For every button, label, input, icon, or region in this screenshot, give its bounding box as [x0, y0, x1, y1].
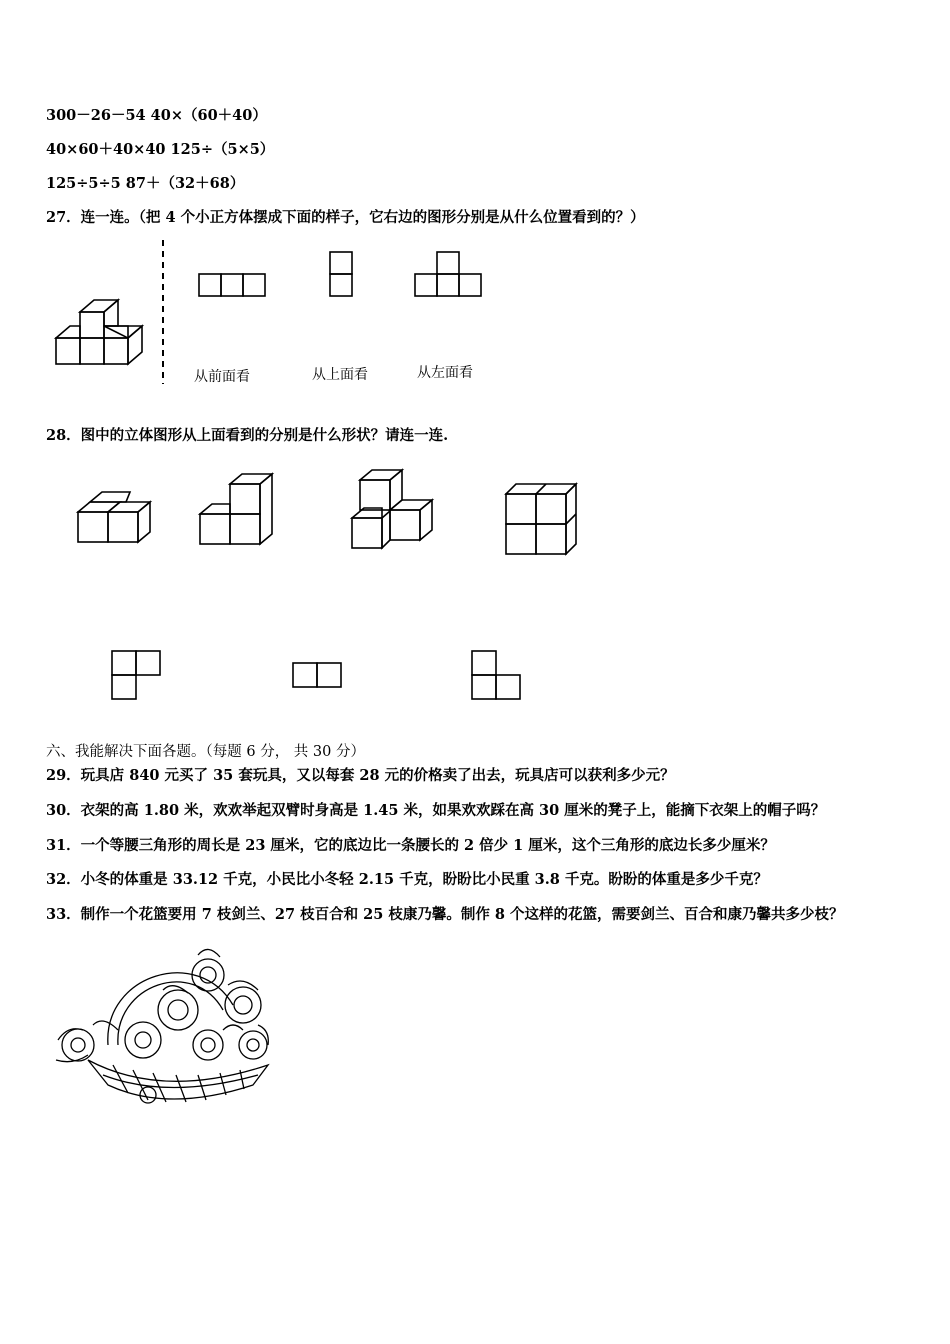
q31-text: 31．一个等腰三角形的周长是 23 厘米，它的底边比一条腰长的 2 倍少 1 厘米，这个三角形的底边长多少厘米？ — [46, 837, 775, 854]
solid-b — [200, 474, 272, 544]
solid-a — [78, 492, 150, 542]
calc-line-2: 40×60＋40×40 125÷（5×5） — [46, 141, 275, 158]
calc-line-1: 300－26－54 40×（60＋40） — [46, 107, 267, 124]
q27-view-left — [415, 252, 481, 296]
q32-text: 32．小冬的体重是 33.12 千克，小民比小冬轻 2.15 千克，盼盼比小民重 3.8 千克。盼盼的体重是多少千克？ — [46, 871, 768, 888]
calc-line-3: 125÷5÷5 87＋（32＋68） — [46, 175, 245, 192]
view-label-top: 从上面看 — [312, 367, 368, 383]
q30-text: 30．衣架的高 1.80 米，欢欢举起双臂时身高是 1.45 米，如果欢欢踩在高 30 厘米的凳子上，能摘下衣架上的帽子吗？ — [46, 802, 826, 819]
view-label-front: 从前面看 — [194, 369, 250, 385]
q28-text: 28．图中的立体图形从上面看到的分别是什么形状？请连一连. — [46, 427, 449, 444]
q27-view-front — [199, 274, 265, 296]
q28-top-views — [100, 645, 540, 705]
solid-d — [506, 484, 576, 554]
q27-cube-solid — [56, 300, 142, 364]
section6-title: 六、我能解决下面各题。（每题 6 分， 共 30 分） — [46, 744, 365, 760]
flower-basket-illustration — [48, 935, 278, 1110]
q27-text: 27．连一连。（把 4 个小正方体摆成下面的样子，它右边的图形分别是从什么位置看到的？） — [46, 209, 645, 226]
top-view-3 — [472, 651, 520, 699]
q27-figure — [46, 236, 506, 391]
q33-text: 33．制作一个花篮要用 7 枝剑兰、27 枝百合和 25 枝康乃馨。制作 8 个这样的花篮，需要剑兰、百合和康乃馨共多少枝？ — [46, 906, 844, 923]
view-label-left: 从左面看 — [417, 365, 473, 381]
q28-solids — [70, 464, 590, 564]
solid-c — [352, 470, 432, 548]
q27-view-top — [330, 252, 352, 296]
top-view-1 — [112, 651, 160, 699]
top-view-2 — [293, 663, 341, 687]
q29-text: 29．玩具店 840 元买了 35 套玩具，又以每套 28 元的价格卖了出去，玩具店可以获利多少元？ — [46, 767, 675, 784]
